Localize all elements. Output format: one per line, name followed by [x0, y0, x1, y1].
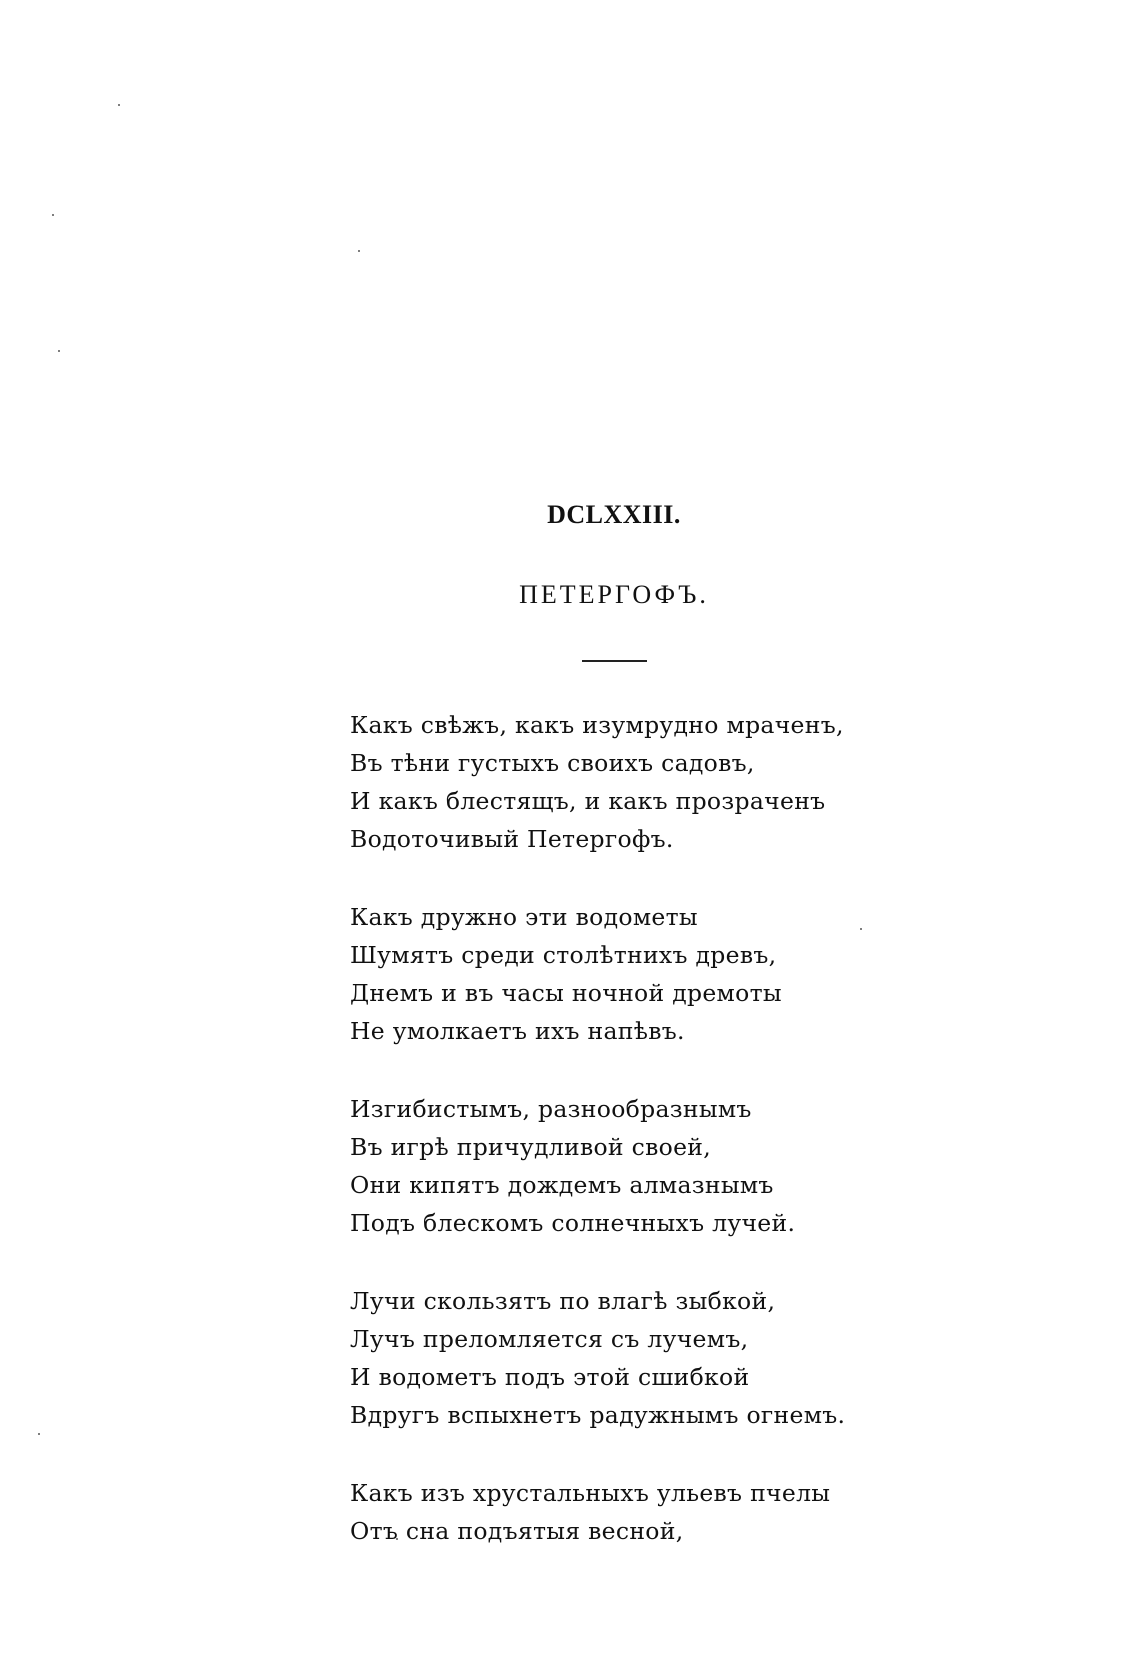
stanza-4: [350, 1282, 910, 1434]
verse-line: Лучъ преломляется съ лучемъ,: [350, 1325, 749, 1353]
scan-speck: [58, 350, 60, 352]
verse-line: Лучи скользятъ по влагѣ зыбкой,: [350, 1287, 776, 1315]
verse-line: Вдругъ вспыхнетъ радужнымъ огнемъ.: [350, 1401, 846, 1429]
verse-line: Они кипятъ дождемъ алмазнымъ: [350, 1171, 774, 1199]
stanza-5: [350, 1474, 910, 1550]
poem-body: [350, 706, 910, 1590]
verse-line: Днемъ и въ часы ночной дремоты: [350, 979, 782, 1007]
title-divider: [582, 660, 647, 662]
scan-speck: [52, 214, 54, 216]
verse-line: Въ тѣни густыхъ своихъ садовъ,: [350, 749, 755, 777]
scan-speck: [38, 1433, 40, 1435]
stanza-2: [350, 898, 910, 1050]
verse-line: Шумятъ среди столѣтнихъ древъ,: [350, 941, 777, 969]
verse-line: Въ игрѣ причудливой своей,: [350, 1133, 712, 1161]
verse-line: Какъ изъ хрустальныхъ ульевъ пчелы: [350, 1479, 831, 1507]
stanza-3: [350, 1090, 910, 1242]
verse-line: Изгибистымъ, разнообразнымъ: [350, 1095, 752, 1123]
poem-title: ПЕТЕРГОФЪ.: [519, 580, 709, 609]
verse-line: Подъ блескомъ солнечныхъ лучей.: [350, 1209, 796, 1237]
verse-line: Какъ дружно эти водометы: [350, 903, 698, 931]
scan-speck: [118, 104, 120, 106]
verse-line: И какъ блестящъ, и какъ прозраченъ: [350, 787, 826, 815]
stanza-1: [350, 706, 910, 858]
verse-line: Не умолкаетъ ихъ напѣвъ.: [350, 1017, 685, 1045]
verse-line: И водометъ подъ этой сшибкой: [350, 1363, 750, 1391]
scan-speck: [358, 250, 360, 252]
verse-line: Водоточивый Петергофъ.: [350, 825, 674, 853]
verse-line: Какъ свѣжъ, какъ изумрудно мраченъ,: [350, 711, 844, 739]
poem-number: DCLXXIII.: [547, 500, 681, 529]
verse-line: Отъ сна подъятыя весной,: [350, 1517, 684, 1545]
